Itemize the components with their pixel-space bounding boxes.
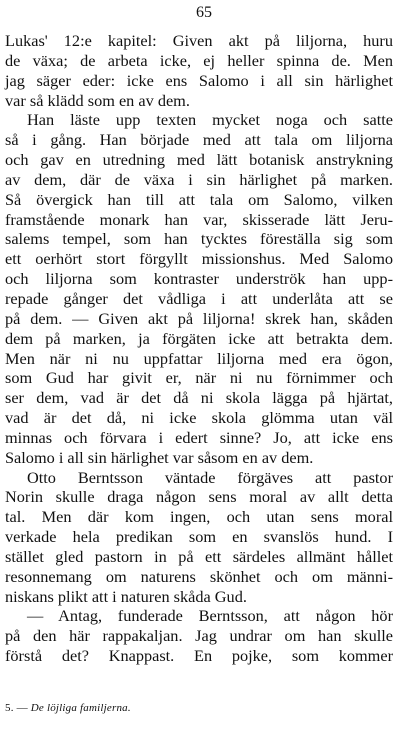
text-line: minnas och förvara i edert sinne? Jo, att icke ens	[5, 427, 393, 447]
book-title: De löjliga familjerna.	[30, 702, 131, 714]
text-line: de växa; de arbeta icke, ej heller spinna de. Men	[5, 50, 393, 70]
text-line: Han läste upp texten mycket noga och satte	[27, 110, 393, 130]
text-line: verkade hela predikan som en svanslös hund. I	[5, 527, 393, 547]
text-line: ser dem, vad är det då ni skola lägga på hjärtat,	[5, 388, 393, 408]
text-line: Salomo i all sin härlighet var såsom en av dem.	[5, 447, 314, 467]
text-line: dem på marken, ja förgäten icke att betrakta dem.	[5, 328, 393, 348]
text-line: niskans plikt att i naturen skåda Gud.	[5, 586, 247, 606]
text-line: förstå det? Knappast. En pojke, som kommer	[5, 646, 393, 666]
text-line: så i gång. Han började med att tala om liljorna	[5, 130, 393, 150]
text-line: och gav en utredning med lätt botanisk anstrykning	[5, 150, 393, 170]
text-line: jag säger eder: icke ens Salomo i all sin härlighet	[5, 70, 393, 90]
text-line: vad är det då, ni icke skola glömma utan väl	[5, 408, 393, 428]
text-line: av dem, där de växa i sin härlighet på marken.	[5, 169, 393, 189]
page-footer	[5, 701, 131, 715]
text-line: och liljorna som kontraster underströk han upp-	[5, 269, 393, 289]
text-line: på dem. — Given akt på liljorna! skrek han, skåden	[5, 308, 393, 328]
text-line: framstående monark han var, skisserade lätt Jeru-	[5, 209, 393, 229]
text-line: resonnemang om naturens skönhet och om männi-	[5, 566, 393, 586]
text-line: Norin skulle draga någon sens moral av allt detta	[5, 487, 393, 507]
text-line: Otto Berntsson väntade förgäves att pastor	[27, 467, 393, 487]
page-number: 65	[196, 4, 212, 21]
text-line: var så klädd som en av dem.	[5, 90, 190, 110]
text-line: Så övergick han till att tala om Salomo, vilken	[5, 189, 393, 209]
text-line: stället gled pastorn in på ett särdeles allmänt hållet	[5, 546, 393, 566]
text-line: repade gånger det vådliga i att underlåta att se	[5, 288, 393, 308]
body-text	[5, 31, 393, 666]
text-line: Men när ni nu uppfattar liljorna med era ögon,	[5, 348, 393, 368]
text-line: — Antag, funderade Berntsson, att någon hör	[27, 606, 393, 626]
text-line: tal. Men där kom ingen, och utan sens moral	[5, 507, 393, 527]
text-line: Lukas' 12:e kapitel: Given akt på liljorna, huru	[5, 31, 393, 50]
text-line: ett oerhört stort förgyllt missionshus. Med Salomo	[5, 249, 393, 269]
text-line: på den här rappakaljan. Jag undrar om han skulle	[5, 626, 393, 646]
signature-mark: 5. —	[5, 702, 28, 714]
text-line: salems tempel, som han tycktes föreställa sig som	[5, 229, 393, 249]
text-line: som Gud har givit er, när ni nu förnimmer och	[5, 368, 393, 388]
